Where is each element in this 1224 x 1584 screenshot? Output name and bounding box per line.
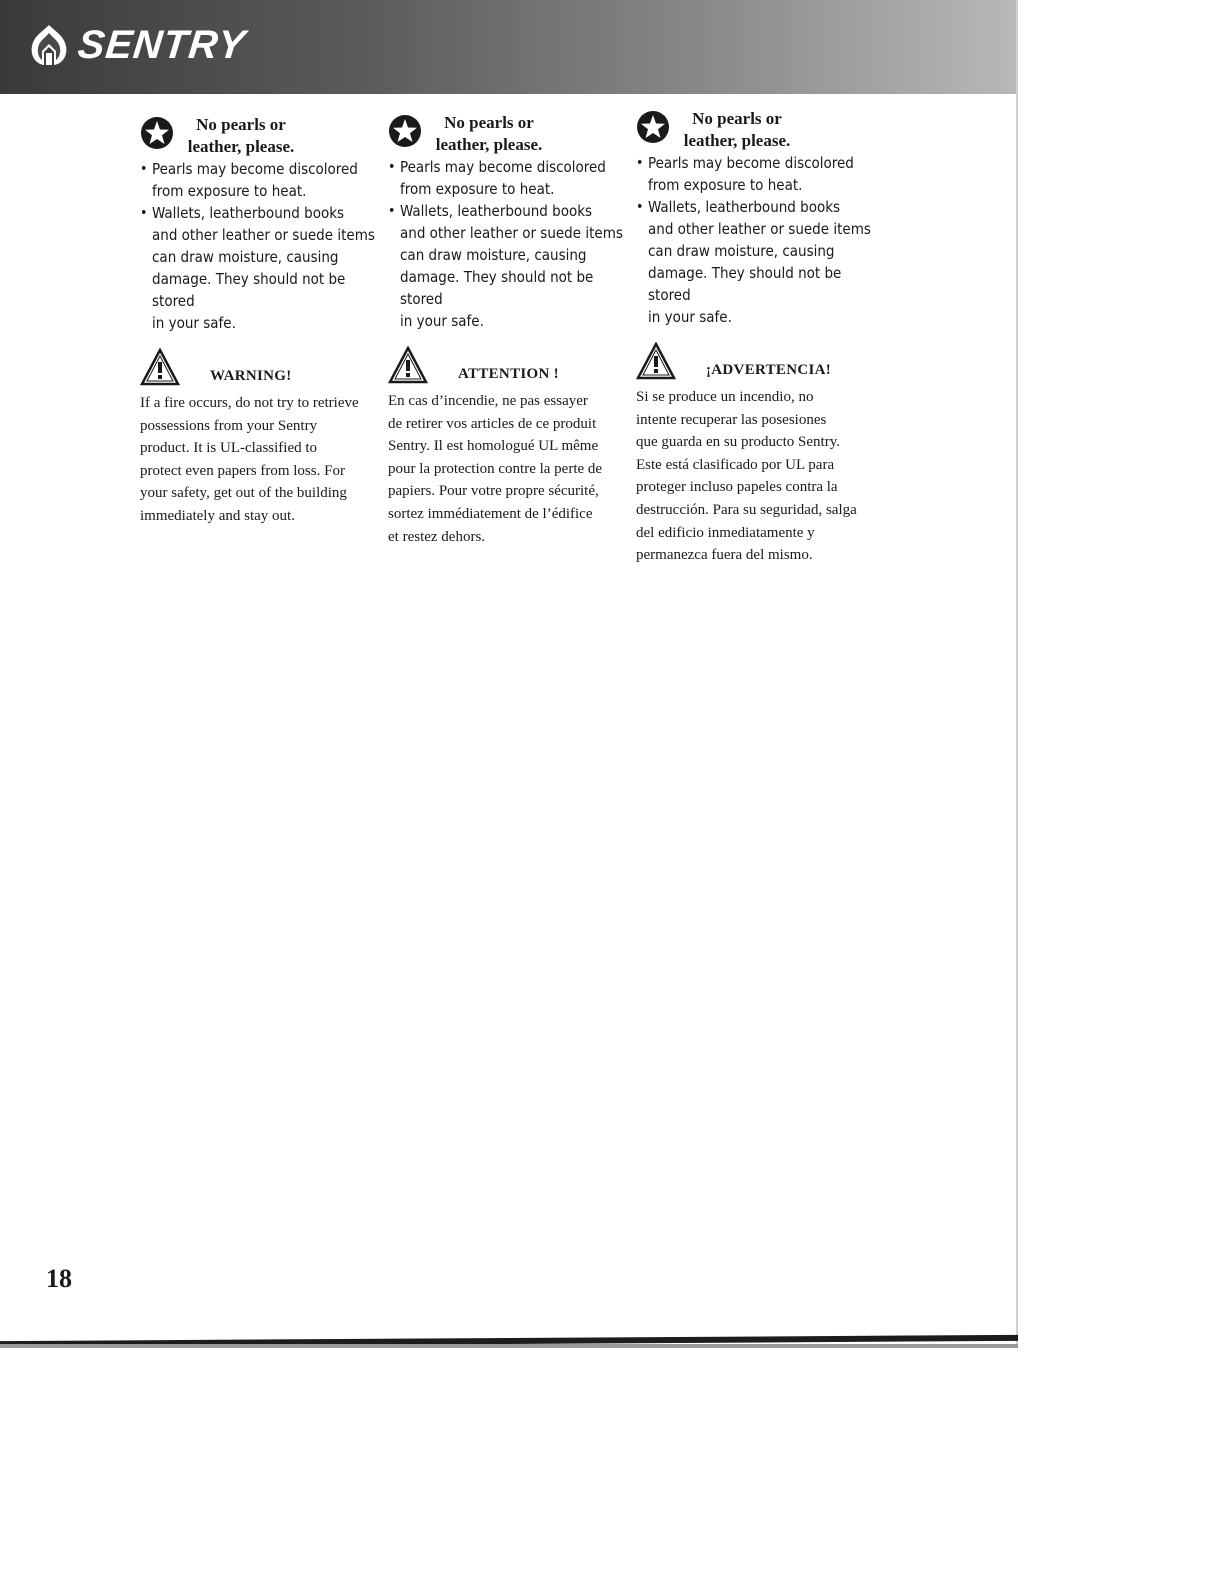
section-heading: No pearls or leather, please. xyxy=(187,115,295,156)
list-item: • Pearls may become discolored from exposure to heat. xyxy=(140,158,380,202)
list-item: • Wallets, leatherbound books and other leather or suede items can draw moisture, causing damage. They should not be stored in your safe. xyxy=(636,196,876,328)
warning-title: ATTENTION ! xyxy=(458,366,559,382)
list-item: • Pearls may become discolored from exposure to heat. xyxy=(388,156,628,200)
heading-row xyxy=(636,108,876,152)
list-item: • Wallets, leatherbound books and other leather or suede items can draw moisture, causing damage. They should not be stored in your safe. xyxy=(388,200,628,332)
heading-row xyxy=(388,112,628,156)
warning-header xyxy=(636,340,876,380)
page-number: 18 xyxy=(46,1264,72,1293)
warning-header xyxy=(140,346,380,386)
star-in-circle-icon xyxy=(636,110,670,144)
section-heading: No pearls or leather, please. xyxy=(435,113,543,154)
warning-triangle-icon xyxy=(388,346,428,384)
sentry-flame-house-icon xyxy=(26,22,72,68)
warning-header xyxy=(388,344,628,384)
sentry-logo xyxy=(26,20,246,70)
column-english xyxy=(140,114,380,528)
warning-text: En cas d’incendie, ne pas essayer de retirer vos articles de ce produit Sentry. Il est homologué UL même pour la protection contre la perte de papiers. Pour votre propre sécurité, sortez immédiatement de l’édifice et restez dehors. xyxy=(388,393,603,545)
warning-triangle-icon xyxy=(636,342,676,380)
heading-row xyxy=(140,114,380,158)
bullet-list xyxy=(636,152,876,328)
column-french xyxy=(388,112,628,548)
bullet-list xyxy=(388,156,628,332)
warning-block xyxy=(388,344,628,548)
warning-block xyxy=(140,346,380,528)
list-item: • Pearls may become discolored from exposure to heat. xyxy=(636,152,876,196)
star-in-circle-icon xyxy=(140,116,174,150)
warning-title: WARNING! xyxy=(210,368,292,384)
warning-text: Si se produce un incendio, no intente recuperar las posesiones que guarda en su producto Sentry. Este está clasificado por UL para proteger incluso papeles contra la destrucción. Para su seguridad, salga del edificio inmediatamente y permanezca fuera del mismo. xyxy=(636,389,857,564)
section-heading: No pearls or leather, please. xyxy=(683,109,791,150)
warning-triangle-icon xyxy=(140,348,180,386)
page-bottom-shadow xyxy=(0,1344,1018,1348)
bullet-list xyxy=(140,158,380,334)
warning-text: If a fire occurs, do not try to retrieve possessions from your Sentry product. It is UL-classified to protect even papers from loss. For your safety, get out of the building immediately and stay out. xyxy=(140,395,359,524)
brand-name: SENTRY xyxy=(75,22,248,67)
list-item: • Wallets, leatherbound books and other leather or suede items can draw moisture, causing damage. They should not be stored in your safe. xyxy=(140,202,380,334)
warning-block xyxy=(636,340,876,567)
warning-title: ¡ADVERTENCIA! xyxy=(706,362,832,378)
header-band xyxy=(0,0,1016,94)
column-spanish xyxy=(636,108,876,567)
star-in-circle-icon xyxy=(388,114,422,148)
